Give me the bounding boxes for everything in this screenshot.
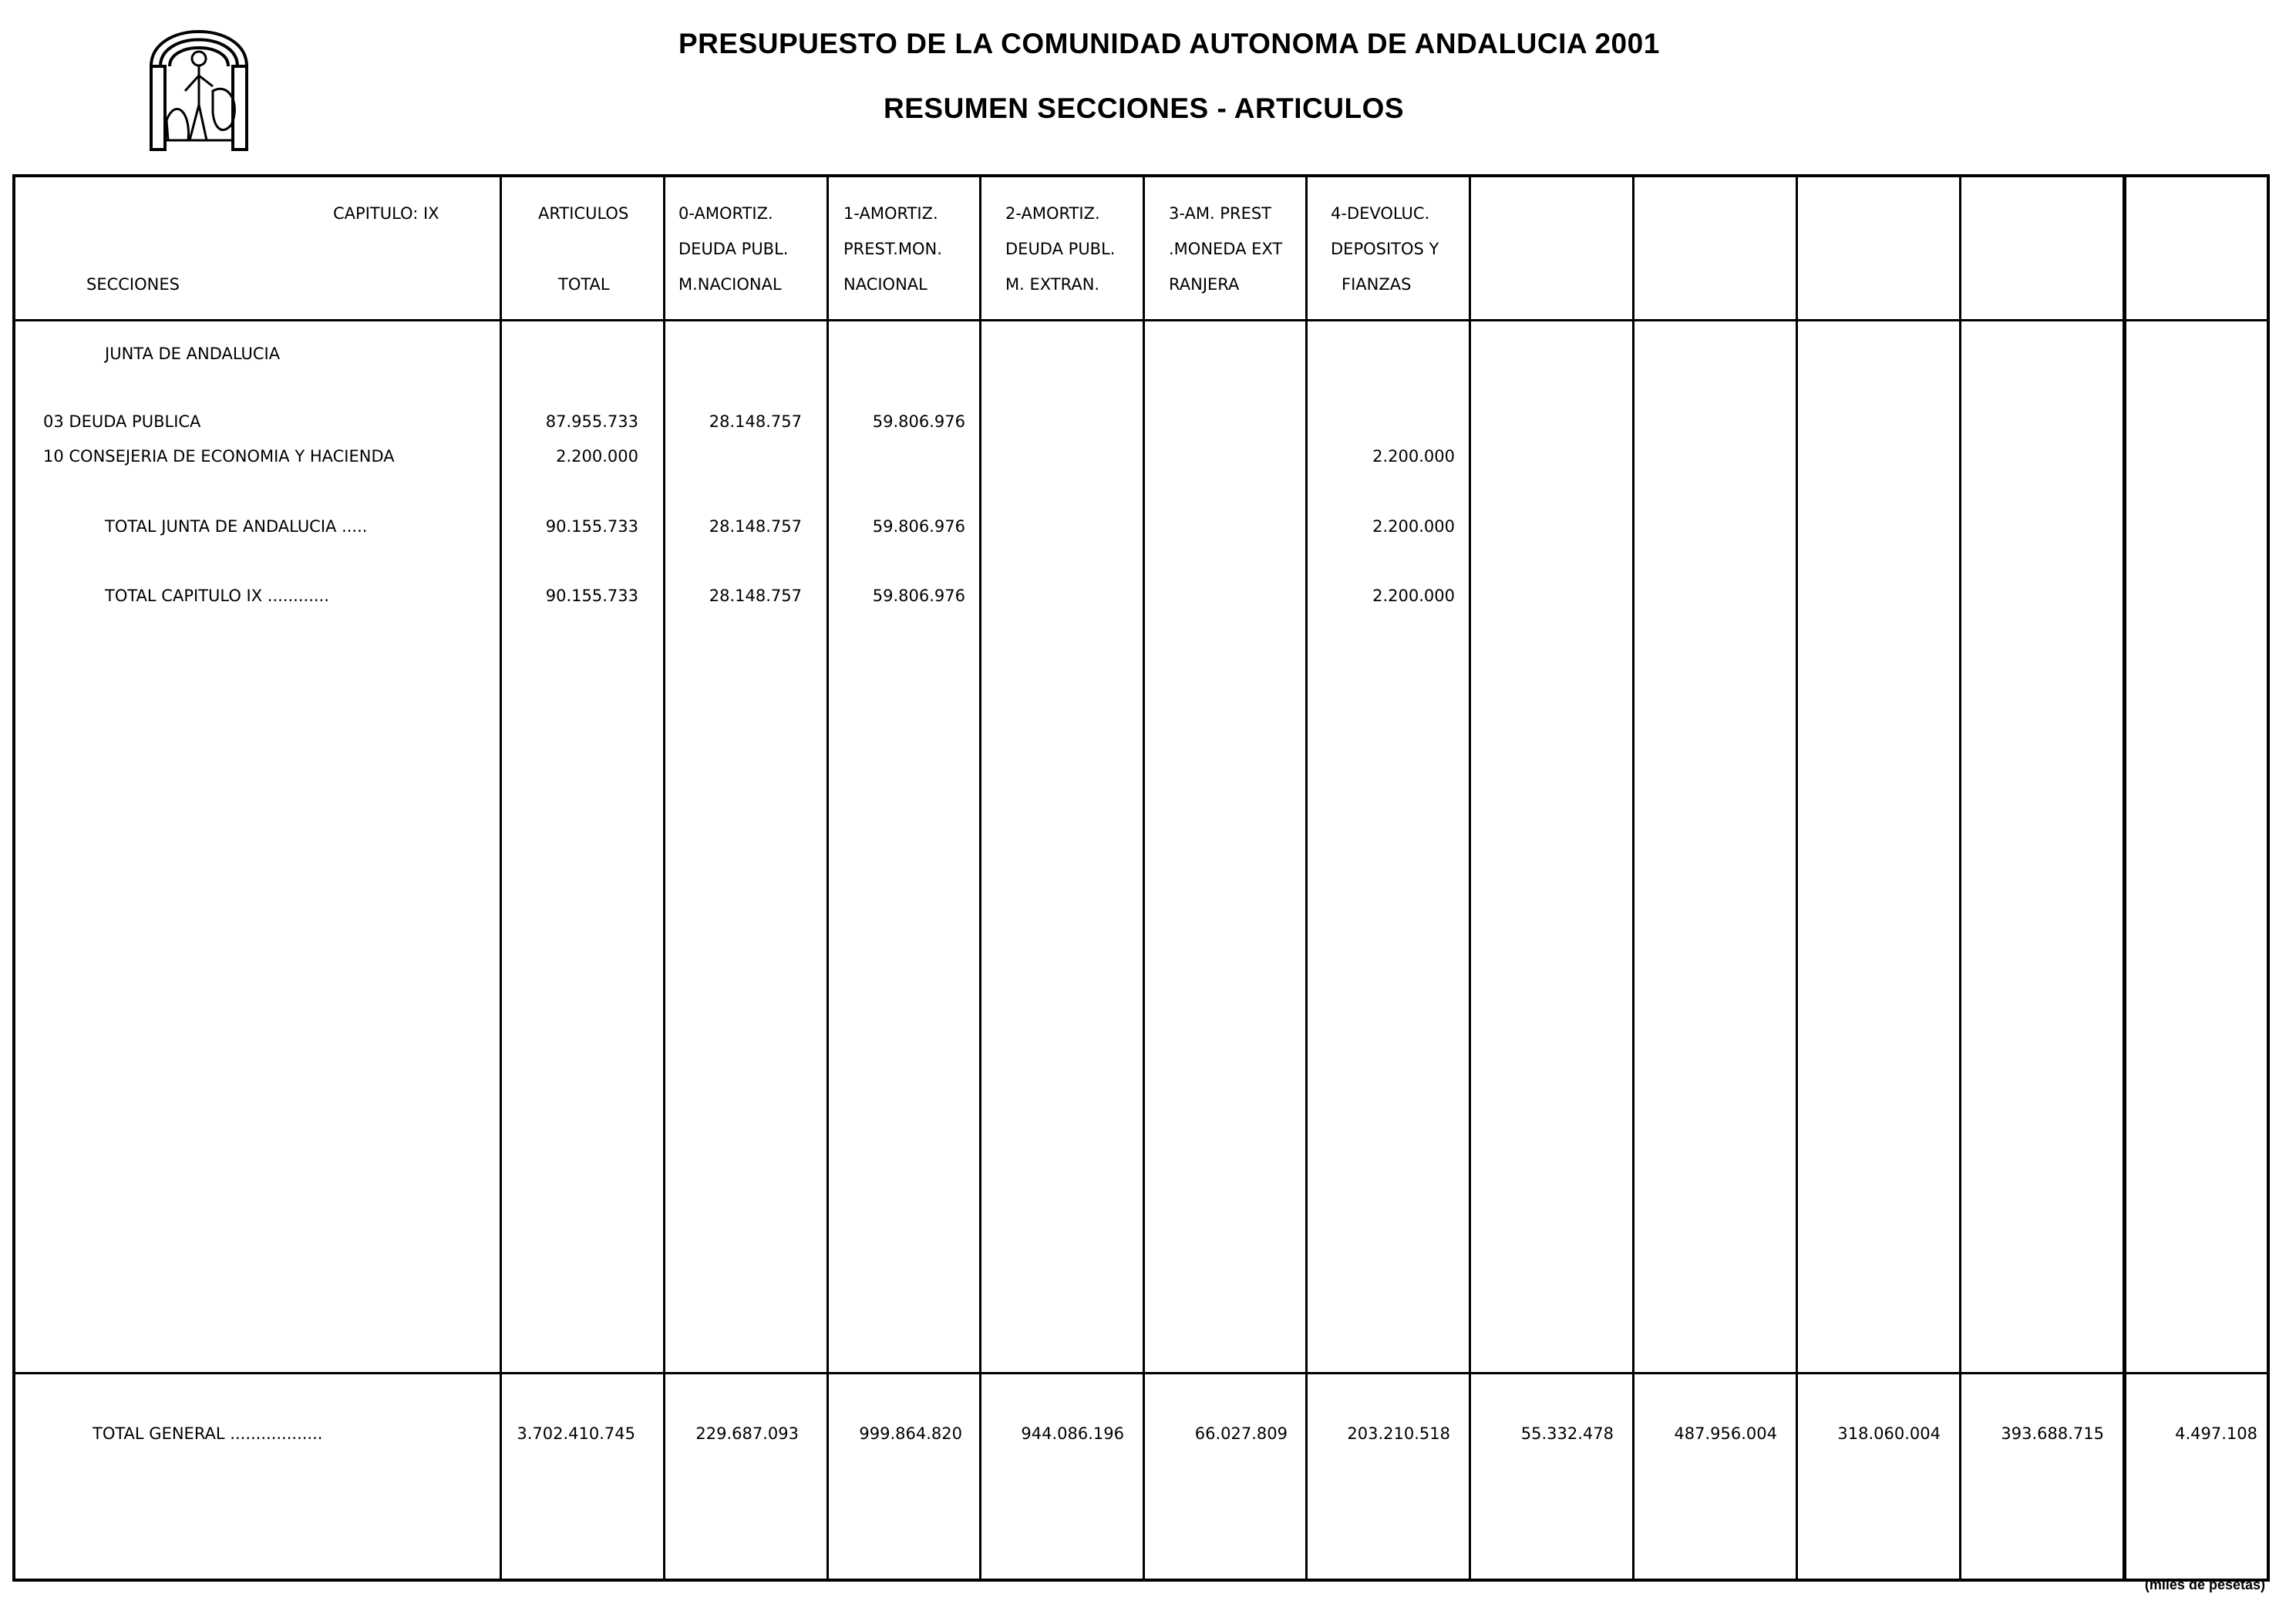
row-label: TOTAL JUNTA DE ANDALUCIA .....: [105, 517, 368, 536]
column-divider: [500, 174, 502, 1579]
total-general-value: 203.210.518: [1347, 1424, 1450, 1443]
col1-header-3: NACIONAL: [843, 275, 927, 294]
column-divider: [1959, 174, 1961, 1579]
total-general-value: 4.497.108: [2175, 1424, 2257, 1443]
col3-header-2: .MONEDA EXT: [1169, 240, 1283, 258]
col1-header-1: 1-AMORTIZ.: [843, 204, 938, 223]
col0-header-1: 0-AMORTIZ.: [678, 204, 773, 223]
row-total: 90.155.733: [545, 517, 638, 536]
secciones-header: SECCIONES: [86, 275, 180, 294]
row-label: 10 CONSEJERIA DE ECONOMIA Y HACIENDA: [43, 447, 395, 466]
column-divider: [1305, 174, 1308, 1579]
total-general-value: 55.332.478: [1520, 1424, 1614, 1443]
total-general-value: 393.688.715: [2001, 1424, 2104, 1443]
col4-header-3: FIANZAS: [1342, 275, 1412, 294]
total-general-value: 487.956.004: [1674, 1424, 1777, 1443]
col0-header-3: M.NACIONAL: [678, 275, 782, 294]
row-c1: 59.806.976: [872, 587, 965, 605]
column-divider: [1632, 174, 1634, 1579]
total-general-value: 3.702.410.745: [517, 1424, 635, 1443]
header-divider: [12, 319, 2270, 321]
andalucia-coat-of-arms-icon: [145, 5, 253, 153]
row-label: 03 DEUDA PUBLICA: [43, 412, 201, 431]
col2-header-3: M. EXTRAN.: [1005, 275, 1100, 294]
capitulo-label: CAPITULO: IX: [333, 204, 439, 223]
row-c1: 59.806.976: [872, 517, 965, 536]
total-general-value: 318.060.004: [1837, 1424, 1941, 1443]
row-c4: 2.200.000: [1372, 517, 1455, 536]
page-title: PRESUPUESTO DE LA COMUNIDAD AUTONOMA DE ANDALUCIA 2001: [678, 28, 1660, 59]
page-subtitle: RESUMEN SECCIONES - ARTICULOS: [884, 92, 1405, 124]
col3-header-3: RANJERA: [1169, 275, 1240, 294]
column-divider: [1143, 174, 1145, 1579]
col1-header-2: PREST.MON.: [843, 240, 942, 258]
total-general-value: 229.687.093: [695, 1424, 799, 1443]
row-label: TOTAL CAPITULO IX ............: [105, 587, 329, 605]
col2-header-1: 2-AMORTIZ.: [1005, 204, 1100, 223]
row-total: 2.200.000: [556, 447, 638, 466]
column-divider: [826, 174, 829, 1579]
table-frame: [12, 174, 2270, 1582]
col3-header-1: 3-AM. PREST: [1169, 204, 1271, 223]
group-label: JUNTA DE ANDALUCIA: [105, 345, 281, 363]
col2-header-2: DEUDA PUBL.: [1005, 240, 1116, 258]
column-divider: [1796, 174, 1798, 1579]
column-divider: [663, 174, 665, 1579]
row-c0: 28.148.757: [709, 587, 802, 605]
column-divider: [979, 174, 981, 1579]
col-total-header-2: TOTAL: [558, 275, 610, 294]
total-general-label: TOTAL GENERAL ..................: [93, 1424, 323, 1443]
row-c4: 2.200.000: [1372, 447, 1455, 466]
row-c0: 28.148.757: [709, 412, 802, 431]
total-divider: [12, 1372, 2270, 1374]
col4-header-1: 4-DEVOLUC.: [1331, 204, 1430, 223]
column-divider: [2123, 174, 2126, 1579]
row-c0: 28.148.757: [709, 517, 802, 536]
row-total: 87.955.733: [545, 412, 638, 431]
column-divider: [1469, 174, 1471, 1579]
row-c4: 2.200.000: [1372, 587, 1455, 605]
total-general-value: 66.027.809: [1194, 1424, 1288, 1443]
row-c1: 59.806.976: [872, 412, 965, 431]
col-total-header-1: ARTICULOS: [538, 204, 629, 223]
units-note: (miles de pesetas): [2144, 1577, 2265, 1592]
col4-header-2: DEPOSITOS Y: [1331, 240, 1439, 258]
row-total: 90.155.733: [545, 587, 638, 605]
total-general-value: 944.086.196: [1021, 1424, 1124, 1443]
total-general-value: 999.864.820: [859, 1424, 962, 1443]
col0-header-2: DEUDA PUBL.: [678, 240, 789, 258]
